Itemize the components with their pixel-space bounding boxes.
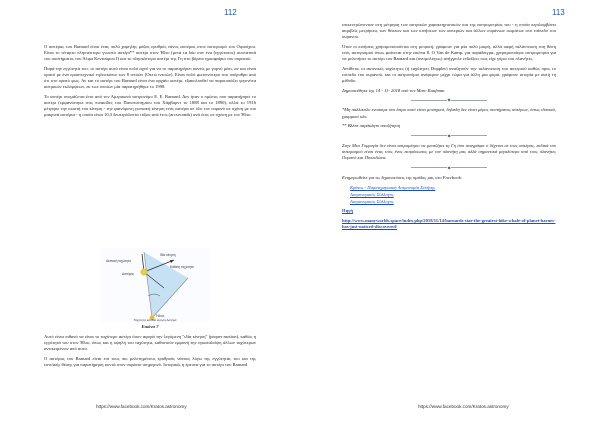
label-sun: Ήλιος [156,314,165,318]
separator: ◆ [342,133,556,139]
paragraph: Αντίθετα, οι ακτινικές ταχύτητες (ή ταχύτητες Doppler) αναζητούν την ταλάντευση του αστεριού καθώς προς το επίπεδο του ουρανού, και οι αστρονόμοι ανέφεραν μέχρι τώρα για άλλη μια φορά, γράφουν ιστορία με αυτή τη μέθοδο. [342,65,556,83]
paragraph: Ο αστέρας του Barnard είναι επί τους πιο μελετημένους ερυθρούς νάνους λόγω της εγγύτητάς του και της ευνοϊκής θέσης για παρατήρηση κοντά στον ουράνιο ισημερινό. Ιστορικά, η έρευνα για το αστέρι του Barnard [44,355,256,367]
left-text-block-lower [44,334,256,372]
right-page [300,0,600,424]
paragraph: επικεντρώνονταν στη μέτρηση των αστρικών χαρακτηριστικών και της αστρομετρίας του - η οποία περιλαμβάνει ακριβείς μετρήσεις των θέσεων και των κινήσεων των αστεριών και άλλων ουράνιων σωμάτων στο επίπεδο του ουρανού. [342,22,556,40]
paragraph: Στην Μεσ Γυμρυγία δεν είναι αστρομέτριο να μεταζέρει τη Γη όσο αναγράφει ο δέχεται σε τους αστέρας, εκδικά του αστερισμού είναι ένας τους ένας εκπρόσωπος με τον πλανήτη μας αλλά σημαντικά μεγαλύτερο από τους πλανήτες Ουρανό και Ποσειδώνα. [342,142,556,161]
label-radial: Ακτινική ταχύτητα [106,259,131,263]
right-text-block [342,22,556,233]
label-transverse: Κάθετη ταχύτητα [170,265,194,269]
left-text-block [44,44,256,122]
figure-caption: Εικόνα 7 [141,324,159,329]
paragraph: Το αστέρι ονομάζεται έτσι από τον Αμερικανό αστρονόμο E. E. Barnard. Δεν ήταν ο πρώτος που παρατήρησε το αστέρι (εμφανίστηκε στις πινακίδες του Πανεπιστημίου του Χάρβαρντ το 1888 και το 1890), αλλά το 1916 μέτρησε την σωστή του κίνηση - την φαινόμενη γωνιακή κίνηση ενός αστέρα σε όλο τον ουρανό σε σχέση με πιο μακρινά αστέρια - η οποία είναι 10,3 δευτερόλεπτα τόξου ανά έτος (arcseconds) ανά έτος σε σχέση με τον Ήλιο. [44,93,256,118]
source-link[interactable]: Αστρονομικός Σύλλογος [350,191,394,197]
label-proper-motion: Ιδία κίνηση [160,253,176,257]
source-link[interactable]: Αστρονομικός Σύλλογος [350,198,394,204]
paragraph: Αυτό είναι πιθανό να είναι το ταχύτερο αστέρι όσον αφορά την λεγόμενη "ιδία κίνηση" (proper motion), καθώς η εγγύτητά του στον Ήλιο, όπως και η υψηλή του ταχύτητα, καθιστούν εμφανή την εγκαταλείψη άλλων ταχύτερων αντικειμένων από αυτό. [44,334,256,352]
source-link[interactable]: Κράτος - Παρατηρησιακή Αστρονομία Σελήνης [350,184,436,190]
page-number: 113 [552,8,565,17]
paragraph: Όταν οι κινήσεις χρησιμοποιούνται στη μετρική, γράφουν για μία πολύ μικρή, αλλά σαφή ταλάντευση στη θέση ενός αστερισμού όπως φαίνεται στην εικόνα 8. Ο Van de Kamp, για παράδειγμα, χρησιμοποίησε αστρομετρία για να μελετήσει το αστέρι του Barnard και (ανομολόγως) ανήγγειλε ενδείξεις πως είχε γύρω του πλανήτες. [342,43,556,62]
footnote: ** Βλέπε παράκλητο αποζήτηση [342,123,400,129]
page-footer: https://www.facebook.com/Kratos.astronomy [96,404,187,409]
paragraph: Ο αστέρας του Barnard είναι ένας πολύ χαμηλής μάζας ερυθρός νάνος αστέρας στον αστερισμό του Οφιούχου. Είναι το τέταρτο πλησιέστερο γνωστό αστέρι** αστέρι στον Ήλιο (μετά τα δύο συν ένα (εγγύτατος) συστατικά του συστήματος του Άλφα Κενταύρου Ι) και το πλησιέστερο αστέρι της Γη στο βόρειο ημισφαίριο του ουρανού. [44,44,256,62]
source-intro: Ενημερωθείτε για τις δημοσιεύσεις της ομάδας μας στο Facebook: [342,174,463,180]
label-star: Αστέρας [122,272,134,276]
star-icon [141,269,147,275]
separator: ◆ [342,97,556,103]
paragraph: Παρά την εγγύτητά του, το αστέρι αυτό είναι πολύ αχνό για να το παρατηρήσει κανείς με γυμνό μάτι, αν και είναι ορατό με ένα ερασιτεχνικό τηλεσκόπιο των 8 ιντσών (Οκτώ ιντσών). Είναι πολύ φωτεινότερο στο υπέρυθρο από ότι στο ορατό φως. Αν και το αστέρι του Barnard είναι ένα αρχαίο αστέρι, εξακολουθεί να παρουσιάζει γεγονότα αστρικών εκλάμψεων, εκ των οποίων μία παρατηρήθηκε το 1998. [44,65,256,90]
article-credit: Δημοσιεύθηκε της 14 - 11- 2018 από τον Marc Kaufman [342,87,445,93]
separator: ◆ [342,165,556,171]
source-url[interactable]: http://www.manyworlds.space/index.php/2018/11/14/barnards-star-the-greatest-hike-whale-of-planet-barnes-has-just-noticed-discovered/ [342,217,556,229]
page-number: 112 [224,8,237,17]
page-footer: https://www.facebook.com/Kratos.astronomy [418,404,509,409]
footnote: *Μη παλλικολο ενυασιμε στο ίστρο αυτό είναι μοναχικά, δηλαδή δεν είναι μέρος συστήματος αστέρων, όπως ιδανικά, γραμμικό κλπ. [342,107,556,119]
source-label: Πηγή [342,207,353,213]
proper-motion-diagram [100,248,210,322]
figure-bottom-caption: Ταχύτητα και ιδία κίνηση Αστέρα [133,318,177,322]
